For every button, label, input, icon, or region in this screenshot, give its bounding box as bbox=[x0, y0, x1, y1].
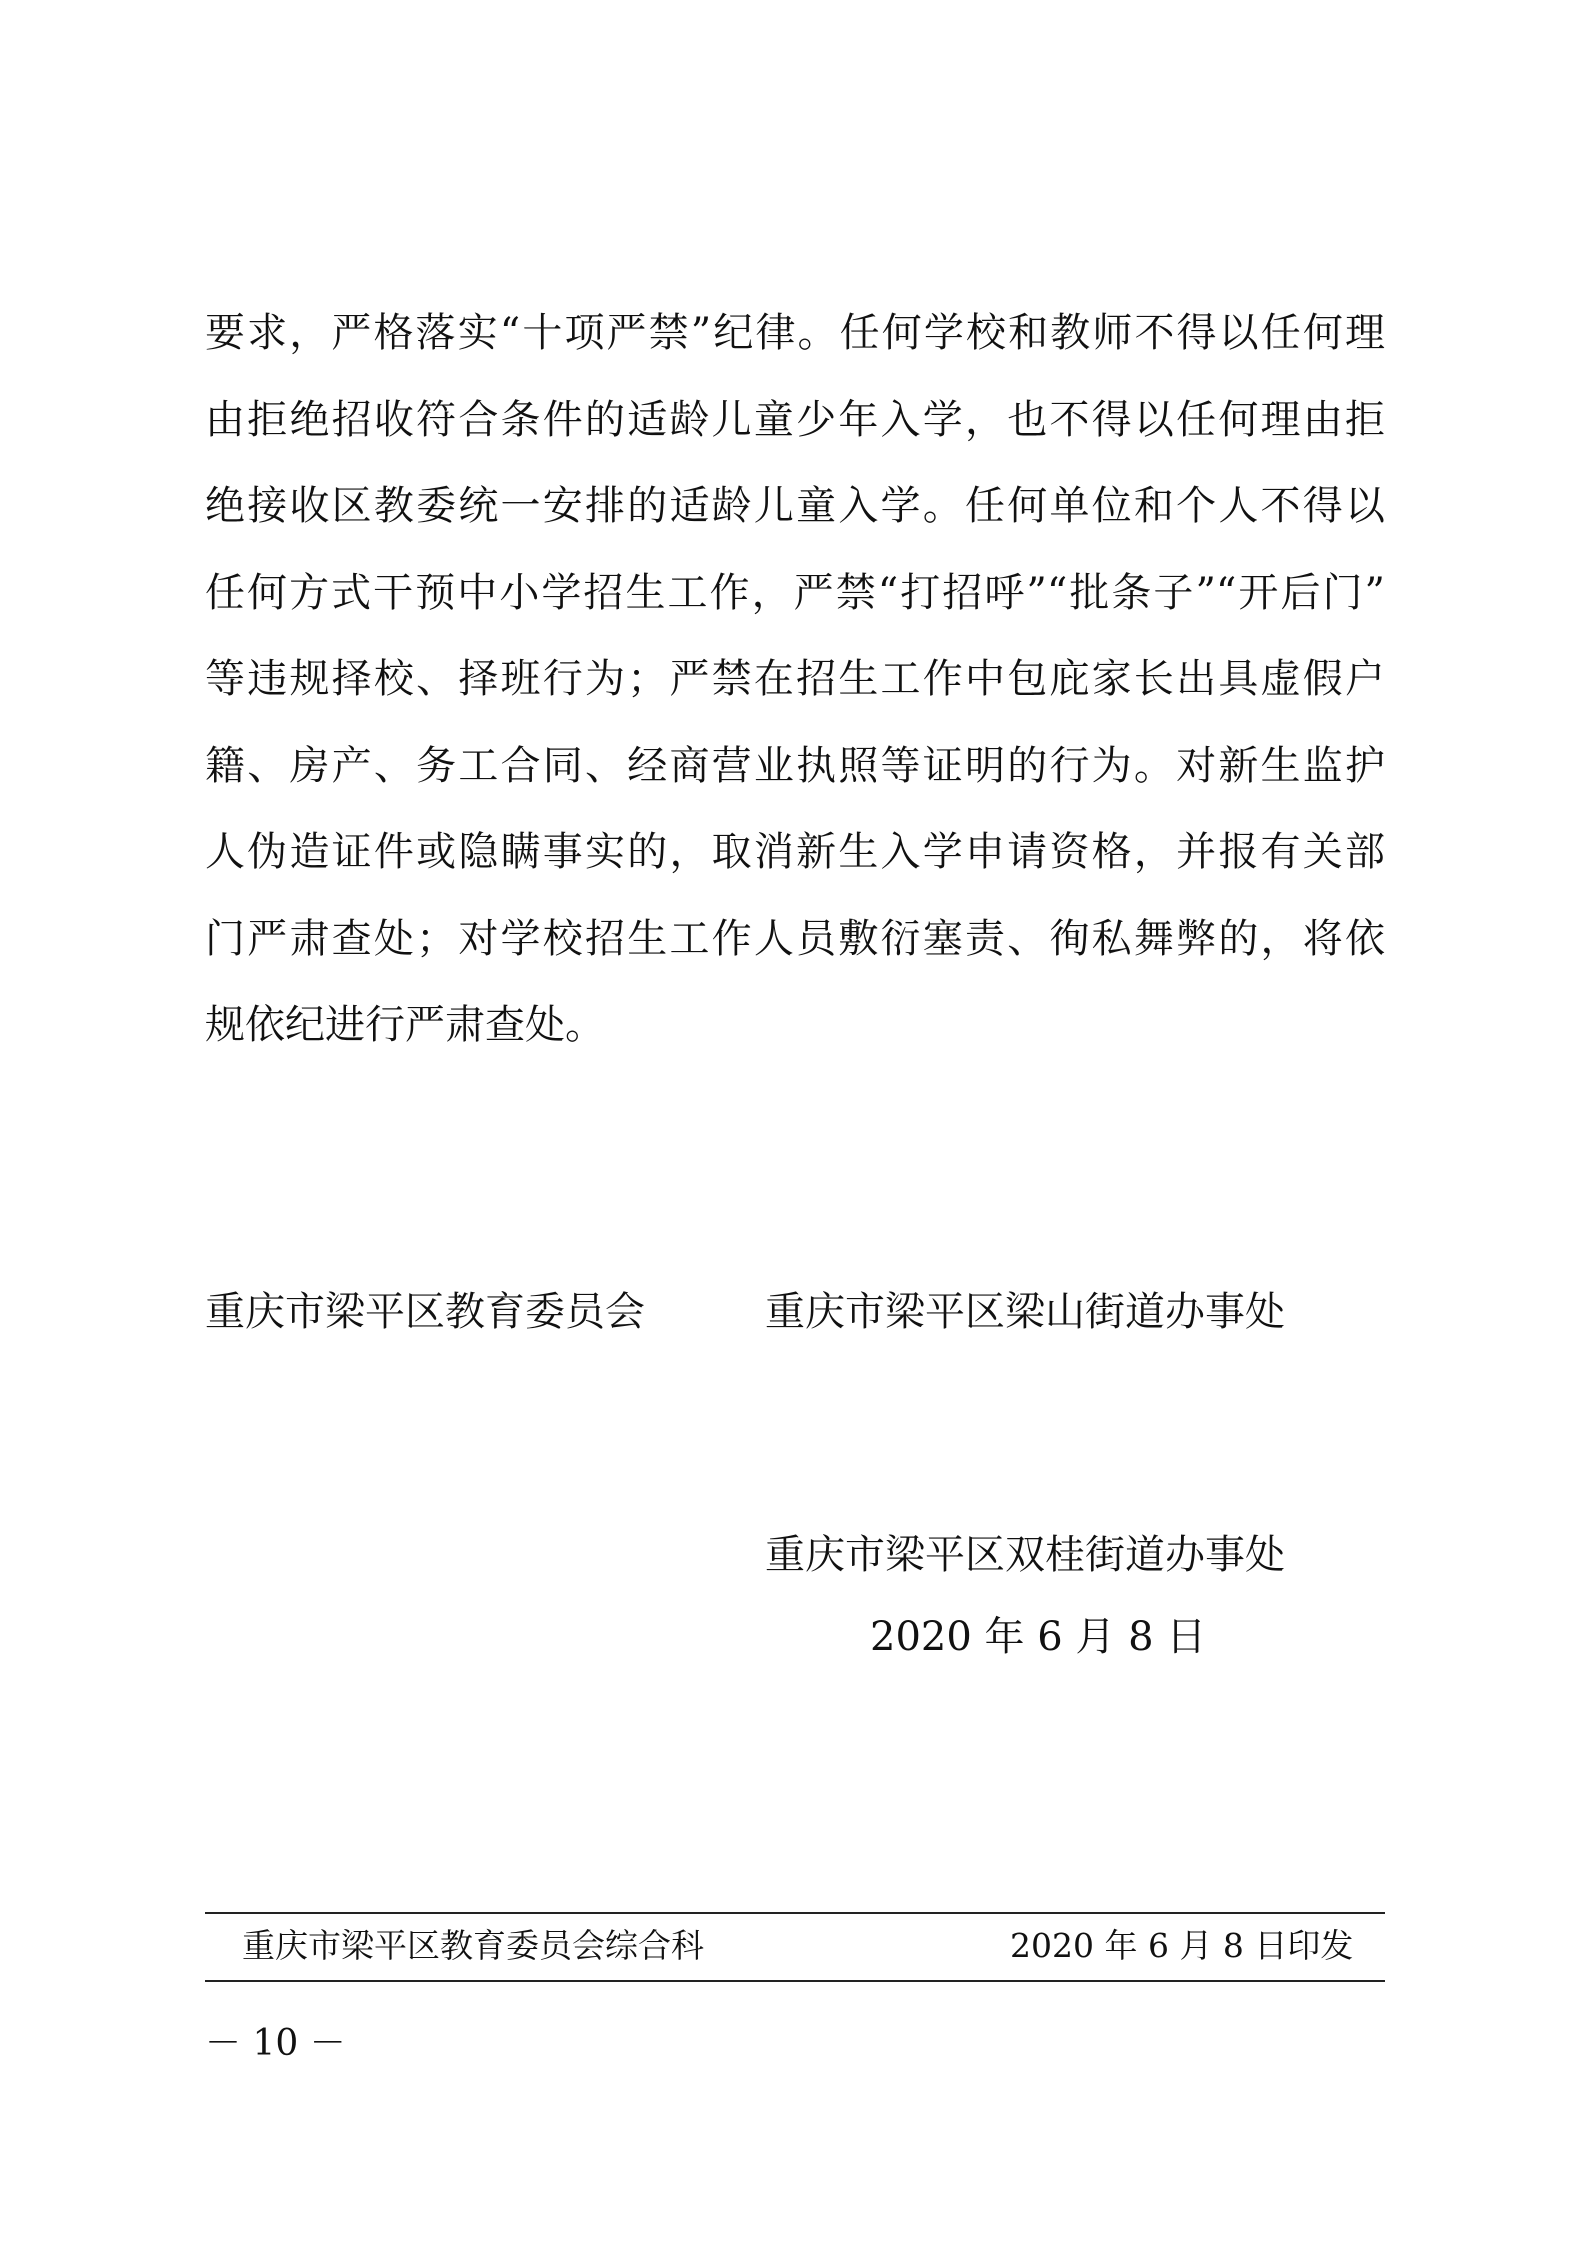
body-line: 任何方式干预中小学招生工作，严禁“打招呼”“批条子”“开后门” bbox=[205, 569, 1385, 616]
signature-date: 2020 年 6 月 8 日 bbox=[870, 1614, 1207, 1660]
body-line: 绝接收区教委统一安排的适龄儿童入学。任何单位和个人不得以 bbox=[205, 483, 1385, 529]
signature-org-education-committee: 重庆市梁平区教育委员会 bbox=[205, 1289, 645, 1335]
body-text bbox=[205, 290, 1385, 1069]
body-line: 等违规择校、择班行为；严禁在招生工作中包庇家长出具虚假户 bbox=[205, 656, 1385, 702]
body-line: 由拒绝招收符合条件的适龄儿童少年入学，也不得以任何理由拒 bbox=[205, 396, 1385, 443]
footer-bottom-rule bbox=[205, 1980, 1385, 1982]
footer-top-rule bbox=[205, 1912, 1385, 1914]
body-line: 人伪造证件或隐瞒事实的，取消新生入学申请资格，并报有关部 bbox=[205, 829, 1385, 875]
page-number: － 10 － bbox=[205, 2023, 346, 2064]
body-line: 门严肃查处；对学校招生工作人员敷衍塞责、徇私舞弊的，将依 bbox=[205, 915, 1385, 962]
signature-org-shuanggui-office: 重庆市梁平区双桂街道办事处 bbox=[765, 1532, 1285, 1578]
footer-issue-date: 2020 年 6 月 8 日印发 bbox=[1010, 1926, 1354, 1965]
signature-org-liangshan-office: 重庆市梁平区梁山街道办事处 bbox=[765, 1289, 1285, 1335]
body-line: 籍、房产、务工合同、经商营业执照等证明的行为。对新生监护 bbox=[205, 742, 1385, 789]
body-line: 要求，严格落实“十项严禁”纪律。任何学校和教师不得以任何理 bbox=[205, 310, 1385, 356]
body-line: 规依纪进行严肃查处。 bbox=[205, 1002, 605, 1048]
footer-issuer: 重庆市梁平区教育委员会综合科 bbox=[242, 1926, 704, 1965]
